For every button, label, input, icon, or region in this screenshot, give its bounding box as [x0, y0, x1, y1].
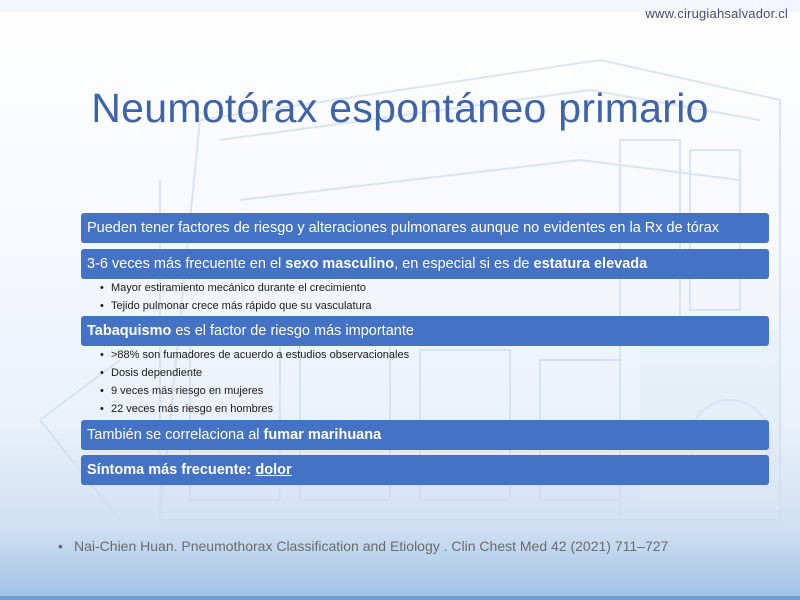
list-item: • 9 veces más riesgo en mujeres	[100, 382, 760, 400]
bar-risk-factors-text: Pueden tener factores de riesgo y alteraciones pulmonares aunque no evidentes en la Rx de tórax	[87, 220, 719, 236]
list-item: • >88% son fumadores de acuerdo a estudios observacionales	[100, 346, 760, 364]
bar-symptom-bold: Síntoma más frecuente:	[87, 462, 256, 478]
bar-male-frequency-pre: 3-6 veces más frecuente en el	[87, 256, 286, 272]
bar-smoking-rest: es el factor de riesgo más importante	[171, 323, 414, 339]
reference-bullet: •	[58, 538, 63, 554]
bar-smoking-bold: Tabaquismo	[87, 323, 172, 339]
bar-male-frequency	[81, 249, 769, 279]
bar-marijuana	[81, 420, 769, 450]
bar-male-frequency-bold1: sexo masculino	[285, 256, 395, 272]
bar-risk-factors	[81, 213, 769, 243]
list-item: • Tejido pulmonar crece más rápido que su vasculatura	[100, 297, 760, 315]
site-watermark: www.cirugiahsalvador.cl	[645, 6, 788, 21]
reference-citation	[58, 538, 668, 554]
sublist-smoking	[100, 346, 760, 418]
bar-male-frequency-bold2: estatura elevada	[533, 256, 648, 272]
list-item: • Mayor estiramiento mecánico durante el crecimiento	[100, 279, 760, 297]
bar-symptom-underlined: dolor	[255, 462, 292, 478]
list-item: • 22 veces más riesgo en hombres	[100, 400, 760, 418]
list-item: • Dosis dependiente	[100, 364, 760, 382]
bottom-accent-line	[0, 596, 800, 600]
bar-marijuana-pre: También se correlaciona al	[87, 427, 264, 443]
bar-male-frequency-mid: , en especial si es de	[394, 256, 534, 272]
sublist-growth	[100, 279, 760, 315]
bar-marijuana-bold: fumar marihuana	[263, 427, 382, 443]
reference-text: Nai-Chien Huan. Pneumothorax Classification and Etiology . Clin Chest Med 42 (2021) 711–727	[74, 538, 669, 554]
slide-title: Neumotórax espontáneo primario	[91, 85, 709, 132]
bar-smoking	[81, 316, 769, 346]
bar-symptom	[81, 455, 769, 485]
